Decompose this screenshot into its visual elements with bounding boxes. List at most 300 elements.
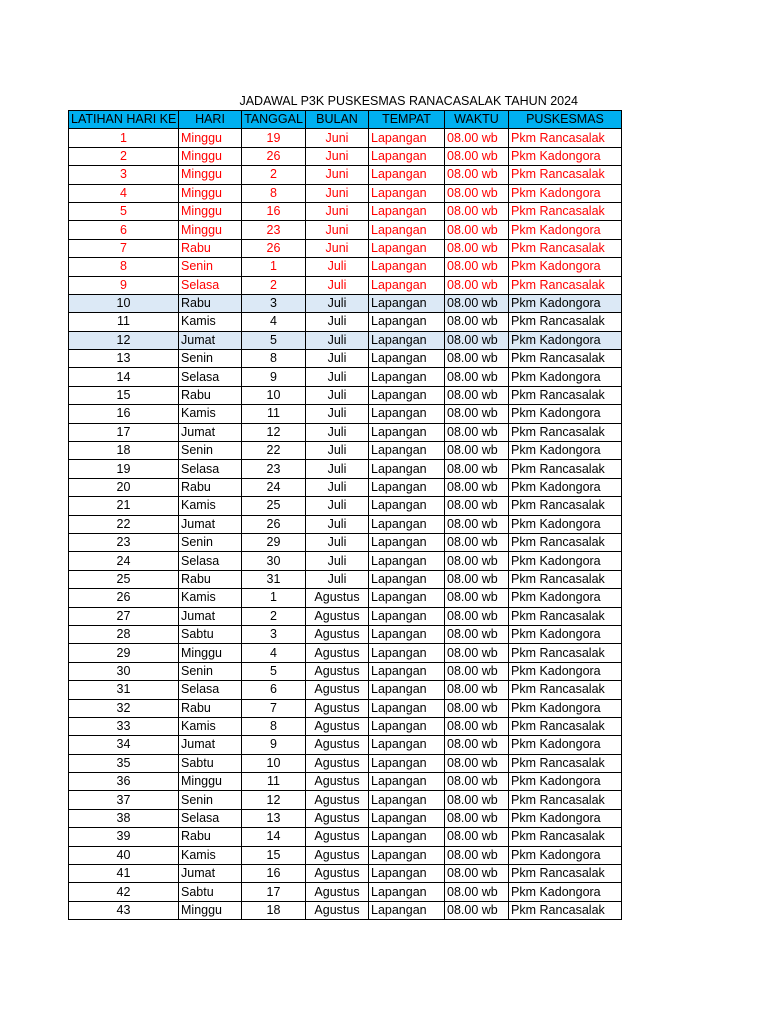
- table-row: [69, 147, 622, 165]
- cell-waktu: 08.00 wb: [445, 147, 509, 165]
- cell-tanggal: 7: [242, 699, 306, 717]
- cell-latihan: 22: [69, 515, 179, 533]
- cell-waktu: 08.00 wb: [445, 276, 509, 294]
- cell-hari: Minggu: [179, 166, 242, 184]
- cell-bulan: Agustus: [306, 865, 369, 883]
- table-row: [69, 350, 622, 368]
- cell-puskesmas: Pkm Rancasalak: [509, 350, 622, 368]
- cell-bulan: Juli: [306, 368, 369, 386]
- cell-puskesmas: Pkm Rancasalak: [509, 681, 622, 699]
- cell-waktu: 08.00 wb: [445, 294, 509, 312]
- cell-bulan: Agustus: [306, 828, 369, 846]
- cell-tempat: Lapangan: [369, 129, 445, 147]
- cell-hari: Kamis: [179, 717, 242, 735]
- cell-bulan: Juli: [306, 533, 369, 551]
- cell-tanggal: 12: [242, 423, 306, 441]
- cell-waktu: 08.00 wb: [445, 386, 509, 404]
- table-row: [69, 901, 622, 919]
- cell-bulan: Juli: [306, 515, 369, 533]
- cell-waktu: 08.00 wb: [445, 791, 509, 809]
- cell-hari: Kamis: [179, 497, 242, 515]
- cell-tanggal: 25: [242, 497, 306, 515]
- table-row: [69, 258, 622, 276]
- cell-tanggal: 19: [242, 129, 306, 147]
- cell-hari: Senin: [179, 258, 242, 276]
- table-row: [69, 129, 622, 147]
- cell-latihan: 26: [69, 589, 179, 607]
- cell-puskesmas: Pkm Rancasalak: [509, 313, 622, 331]
- table-row: [69, 533, 622, 551]
- cell-bulan: Juli: [306, 552, 369, 570]
- cell-waktu: 08.00 wb: [445, 846, 509, 864]
- cell-tempat: Lapangan: [369, 625, 445, 643]
- cell-hari: Minggu: [179, 221, 242, 239]
- cell-hari: Rabu: [179, 570, 242, 588]
- cell-latihan: 30: [69, 662, 179, 680]
- cell-puskesmas: Pkm Rancasalak: [509, 644, 622, 662]
- cell-latihan: 12: [69, 331, 179, 349]
- header-hari: HARI: [179, 111, 242, 129]
- table-row: [69, 478, 622, 496]
- cell-waktu: 08.00 wb: [445, 865, 509, 883]
- cell-hari: Minggu: [179, 184, 242, 202]
- cell-waktu: 08.00 wb: [445, 478, 509, 496]
- cell-bulan: Juli: [306, 386, 369, 404]
- cell-puskesmas: Pkm Kadongora: [509, 846, 622, 864]
- cell-tanggal: 14: [242, 828, 306, 846]
- cell-latihan: 24: [69, 552, 179, 570]
- cell-puskesmas: Pkm Kadongora: [509, 809, 622, 827]
- cell-waktu: 08.00 wb: [445, 442, 509, 460]
- cell-latihan: 14: [69, 368, 179, 386]
- cell-puskesmas: Pkm Rancasalak: [509, 828, 622, 846]
- table-row: [69, 166, 622, 184]
- cell-bulan: Juli: [306, 442, 369, 460]
- cell-bulan: Juli: [306, 350, 369, 368]
- cell-tempat: Lapangan: [369, 515, 445, 533]
- cell-tanggal: 2: [242, 166, 306, 184]
- cell-hari: Kamis: [179, 589, 242, 607]
- cell-hari: Rabu: [179, 478, 242, 496]
- cell-waktu: 08.00 wb: [445, 460, 509, 478]
- cell-waktu: 08.00 wb: [445, 331, 509, 349]
- cell-puskesmas: Pkm Kadongora: [509, 258, 622, 276]
- cell-waktu: 08.00 wb: [445, 773, 509, 791]
- table-row: [69, 497, 622, 515]
- cell-puskesmas: Pkm Kadongora: [509, 221, 622, 239]
- cell-tempat: Lapangan: [369, 423, 445, 441]
- schedule-body: [69, 129, 622, 920]
- cell-puskesmas: Pkm Rancasalak: [509, 901, 622, 919]
- header-row: [69, 111, 622, 129]
- cell-bulan: Juli: [306, 405, 369, 423]
- cell-waktu: 08.00 wb: [445, 607, 509, 625]
- table-row: [69, 644, 622, 662]
- table-row: [69, 239, 622, 257]
- cell-tanggal: 23: [242, 221, 306, 239]
- cell-waktu: 08.00 wb: [445, 828, 509, 846]
- cell-tempat: Lapangan: [369, 570, 445, 588]
- cell-tanggal: 8: [242, 717, 306, 735]
- table-row: [69, 570, 622, 588]
- cell-latihan: 39: [69, 828, 179, 846]
- cell-tempat: Lapangan: [369, 221, 445, 239]
- cell-latihan: 7: [69, 239, 179, 257]
- table-row: [69, 442, 622, 460]
- table-row: [69, 589, 622, 607]
- table-row: [69, 736, 622, 754]
- cell-hari: Minggu: [179, 202, 242, 220]
- cell-tanggal: 5: [242, 331, 306, 349]
- cell-waktu: 08.00 wb: [445, 515, 509, 533]
- cell-tanggal: 23: [242, 460, 306, 478]
- cell-tanggal: 30: [242, 552, 306, 570]
- cell-bulan: Juni: [306, 166, 369, 184]
- table-row: [69, 405, 622, 423]
- cell-bulan: Juni: [306, 184, 369, 202]
- cell-waktu: 08.00 wb: [445, 423, 509, 441]
- cell-waktu: 08.00 wb: [445, 202, 509, 220]
- cell-hari: Minggu: [179, 901, 242, 919]
- cell-tanggal: 4: [242, 313, 306, 331]
- table-row: [69, 681, 622, 699]
- cell-latihan: 13: [69, 350, 179, 368]
- cell-hari: Minggu: [179, 129, 242, 147]
- cell-tempat: Lapangan: [369, 901, 445, 919]
- cell-hari: Selasa: [179, 276, 242, 294]
- cell-bulan: Juni: [306, 147, 369, 165]
- header-puskesmas: PUSKESMAS: [509, 111, 622, 129]
- cell-waktu: 08.00 wb: [445, 497, 509, 515]
- cell-tanggal: 17: [242, 883, 306, 901]
- cell-puskesmas: Pkm Kadongora: [509, 883, 622, 901]
- cell-waktu: 08.00 wb: [445, 883, 509, 901]
- cell-latihan: 18: [69, 442, 179, 460]
- cell-hari: Selasa: [179, 460, 242, 478]
- cell-tempat: Lapangan: [369, 184, 445, 202]
- cell-tempat: Lapangan: [369, 497, 445, 515]
- cell-latihan: 29: [69, 644, 179, 662]
- cell-tanggal: 12: [242, 791, 306, 809]
- cell-puskesmas: Pkm Rancasalak: [509, 607, 622, 625]
- cell-tempat: Lapangan: [369, 294, 445, 312]
- table-row: [69, 662, 622, 680]
- cell-hari: Kamis: [179, 846, 242, 864]
- cell-tanggal: 2: [242, 607, 306, 625]
- cell-puskesmas: Pkm Kadongora: [509, 478, 622, 496]
- header-tanggal: TANGGAL: [242, 111, 306, 129]
- cell-waktu: 08.00 wb: [445, 313, 509, 331]
- cell-tempat: Lapangan: [369, 644, 445, 662]
- cell-waktu: 08.00 wb: [445, 625, 509, 643]
- cell-bulan: Juni: [306, 239, 369, 257]
- cell-tempat: Lapangan: [369, 552, 445, 570]
- cell-hari: Rabu: [179, 699, 242, 717]
- cell-tempat: Lapangan: [369, 368, 445, 386]
- cell-tanggal: 26: [242, 239, 306, 257]
- cell-latihan: 20: [69, 478, 179, 496]
- table-row: [69, 184, 622, 202]
- cell-latihan: 11: [69, 313, 179, 331]
- table-row: [69, 368, 622, 386]
- cell-waktu: 08.00 wb: [445, 570, 509, 588]
- cell-latihan: 4: [69, 184, 179, 202]
- cell-hari: Sabtu: [179, 754, 242, 772]
- cell-hari: Jumat: [179, 423, 242, 441]
- cell-tanggal: 8: [242, 350, 306, 368]
- cell-puskesmas: Pkm Kadongora: [509, 736, 622, 754]
- cell-puskesmas: Pkm Rancasalak: [509, 276, 622, 294]
- table-row: [69, 423, 622, 441]
- cell-latihan: 19: [69, 460, 179, 478]
- table-row: [69, 791, 622, 809]
- cell-latihan: 1: [69, 129, 179, 147]
- cell-tempat: Lapangan: [369, 147, 445, 165]
- cell-tempat: Lapangan: [369, 313, 445, 331]
- cell-waktu: 08.00 wb: [445, 681, 509, 699]
- cell-puskesmas: Pkm Rancasalak: [509, 865, 622, 883]
- cell-bulan: Juli: [306, 423, 369, 441]
- cell-latihan: 27: [69, 607, 179, 625]
- table-row: [69, 460, 622, 478]
- cell-bulan: Juli: [306, 331, 369, 349]
- table-row: [69, 828, 622, 846]
- cell-bulan: Agustus: [306, 846, 369, 864]
- cell-hari: Rabu: [179, 239, 242, 257]
- cell-latihan: 42: [69, 883, 179, 901]
- cell-tempat: Lapangan: [369, 166, 445, 184]
- schedule-table: [68, 110, 622, 920]
- cell-tempat: Lapangan: [369, 258, 445, 276]
- cell-tanggal: 11: [242, 405, 306, 423]
- cell-bulan: Agustus: [306, 607, 369, 625]
- cell-tanggal: 9: [242, 368, 306, 386]
- table-row: [69, 221, 622, 239]
- table-row: [69, 809, 622, 827]
- cell-waktu: 08.00 wb: [445, 166, 509, 184]
- cell-puskesmas: Pkm Kadongora: [509, 589, 622, 607]
- cell-tanggal: 1: [242, 258, 306, 276]
- table-row: [69, 386, 622, 404]
- cell-latihan: 8: [69, 258, 179, 276]
- cell-latihan: 43: [69, 901, 179, 919]
- cell-tanggal: 31: [242, 570, 306, 588]
- cell-bulan: Juli: [306, 497, 369, 515]
- table-row: [69, 883, 622, 901]
- cell-puskesmas: Pkm Rancasalak: [509, 791, 622, 809]
- cell-puskesmas: Pkm Rancasalak: [509, 497, 622, 515]
- cell-bulan: Agustus: [306, 589, 369, 607]
- cell-hari: Jumat: [179, 331, 242, 349]
- cell-waktu: 08.00 wb: [445, 717, 509, 735]
- cell-waktu: 08.00 wb: [445, 239, 509, 257]
- cell-puskesmas: Pkm Kadongora: [509, 662, 622, 680]
- cell-tanggal: 5: [242, 662, 306, 680]
- header-waktu: WAKTU: [445, 111, 509, 129]
- table-row: [69, 331, 622, 349]
- cell-latihan: 33: [69, 717, 179, 735]
- cell-latihan: 21: [69, 497, 179, 515]
- cell-latihan: 37: [69, 791, 179, 809]
- cell-puskesmas: Pkm Kadongora: [509, 368, 622, 386]
- cell-tempat: Lapangan: [369, 607, 445, 625]
- cell-latihan: 41: [69, 865, 179, 883]
- cell-waktu: 08.00 wb: [445, 129, 509, 147]
- cell-bulan: Agustus: [306, 644, 369, 662]
- table-row: [69, 846, 622, 864]
- cell-puskesmas: Pkm Rancasalak: [509, 202, 622, 220]
- cell-puskesmas: Pkm Kadongora: [509, 147, 622, 165]
- cell-tanggal: 16: [242, 865, 306, 883]
- header-tempat: TEMPAT: [369, 111, 445, 129]
- table-row: [69, 754, 622, 772]
- cell-latihan: 35: [69, 754, 179, 772]
- cell-tempat: Lapangan: [369, 846, 445, 864]
- cell-hari: Minggu: [179, 773, 242, 791]
- cell-bulan: Agustus: [306, 736, 369, 754]
- cell-hari: Selasa: [179, 552, 242, 570]
- cell-latihan: 31: [69, 681, 179, 699]
- cell-tempat: Lapangan: [369, 681, 445, 699]
- cell-bulan: Agustus: [306, 809, 369, 827]
- cell-waktu: 08.00 wb: [445, 809, 509, 827]
- cell-tanggal: 2: [242, 276, 306, 294]
- cell-tempat: Lapangan: [369, 533, 445, 551]
- table-row: [69, 276, 622, 294]
- cell-bulan: Agustus: [306, 681, 369, 699]
- cell-latihan: 9: [69, 276, 179, 294]
- cell-bulan: Agustus: [306, 662, 369, 680]
- cell-puskesmas: Pkm Kadongora: [509, 552, 622, 570]
- cell-waktu: 08.00 wb: [445, 350, 509, 368]
- cell-hari: Selasa: [179, 368, 242, 386]
- cell-tempat: Lapangan: [369, 883, 445, 901]
- cell-waktu: 08.00 wb: [445, 662, 509, 680]
- cell-puskesmas: Pkm Rancasalak: [509, 754, 622, 772]
- cell-bulan: Agustus: [306, 883, 369, 901]
- cell-tanggal: 4: [242, 644, 306, 662]
- header-latihan: LATIHAN HARI KE: [69, 111, 179, 129]
- cell-tempat: Lapangan: [369, 239, 445, 257]
- cell-tempat: Lapangan: [369, 736, 445, 754]
- cell-tempat: Lapangan: [369, 589, 445, 607]
- cell-puskesmas: Pkm Kadongora: [509, 294, 622, 312]
- cell-puskesmas: Pkm Rancasalak: [509, 386, 622, 404]
- cell-puskesmas: Pkm Kadongora: [509, 442, 622, 460]
- cell-hari: Selasa: [179, 809, 242, 827]
- cell-waktu: 08.00 wb: [445, 405, 509, 423]
- cell-hari: Sabtu: [179, 625, 242, 643]
- table-row: [69, 294, 622, 312]
- cell-latihan: 28: [69, 625, 179, 643]
- cell-tempat: Lapangan: [369, 828, 445, 846]
- cell-waktu: 08.00 wb: [445, 699, 509, 717]
- cell-tempat: Lapangan: [369, 754, 445, 772]
- cell-tempat: Lapangan: [369, 386, 445, 404]
- cell-puskesmas: Pkm Rancasalak: [509, 533, 622, 551]
- cell-waktu: 08.00 wb: [445, 533, 509, 551]
- cell-tanggal: 18: [242, 901, 306, 919]
- cell-latihan: 3: [69, 166, 179, 184]
- cell-tempat: Lapangan: [369, 791, 445, 809]
- cell-tanggal: 3: [242, 294, 306, 312]
- cell-hari: Jumat: [179, 865, 242, 883]
- cell-puskesmas: Pkm Rancasalak: [509, 129, 622, 147]
- cell-tanggal: 26: [242, 515, 306, 533]
- cell-waktu: 08.00 wb: [445, 736, 509, 754]
- cell-hari: Senin: [179, 350, 242, 368]
- cell-tempat: Lapangan: [369, 717, 445, 735]
- cell-puskesmas: Pkm Rancasalak: [509, 239, 622, 257]
- table-row: [69, 515, 622, 533]
- cell-latihan: 6: [69, 221, 179, 239]
- cell-latihan: 17: [69, 423, 179, 441]
- cell-bulan: Juli: [306, 276, 369, 294]
- cell-tempat: Lapangan: [369, 405, 445, 423]
- cell-bulan: Agustus: [306, 773, 369, 791]
- cell-tanggal: 9: [242, 736, 306, 754]
- cell-waktu: 08.00 wb: [445, 552, 509, 570]
- cell-tempat: Lapangan: [369, 809, 445, 827]
- cell-puskesmas: Pkm Kadongora: [509, 699, 622, 717]
- cell-waktu: 08.00 wb: [445, 258, 509, 276]
- cell-hari: Jumat: [179, 736, 242, 754]
- cell-waktu: 08.00 wb: [445, 644, 509, 662]
- cell-bulan: Agustus: [306, 901, 369, 919]
- cell-bulan: Juli: [306, 294, 369, 312]
- cell-puskesmas: Pkm Rancasalak: [509, 717, 622, 735]
- table-row: [69, 552, 622, 570]
- cell-bulan: Juli: [306, 313, 369, 331]
- cell-hari: Senin: [179, 533, 242, 551]
- cell-tanggal: 13: [242, 809, 306, 827]
- cell-bulan: Juli: [306, 570, 369, 588]
- cell-latihan: 25: [69, 570, 179, 588]
- cell-waktu: 08.00 wb: [445, 221, 509, 239]
- table-row: [69, 607, 622, 625]
- cell-tanggal: 6: [242, 681, 306, 699]
- cell-tempat: Lapangan: [369, 662, 445, 680]
- table-row: [69, 699, 622, 717]
- cell-tanggal: 8: [242, 184, 306, 202]
- cell-latihan: 2: [69, 147, 179, 165]
- cell-puskesmas: Pkm Rancasalak: [509, 460, 622, 478]
- cell-hari: Jumat: [179, 515, 242, 533]
- cell-tempat: Lapangan: [369, 202, 445, 220]
- cell-waktu: 08.00 wb: [445, 368, 509, 386]
- cell-tempat: Lapangan: [369, 478, 445, 496]
- cell-tempat: Lapangan: [369, 276, 445, 294]
- cell-bulan: Agustus: [306, 717, 369, 735]
- cell-tempat: Lapangan: [369, 773, 445, 791]
- cell-tanggal: 15: [242, 846, 306, 864]
- cell-puskesmas: Pkm Kadongora: [509, 625, 622, 643]
- cell-hari: Senin: [179, 442, 242, 460]
- cell-hari: Rabu: [179, 828, 242, 846]
- table-row: [69, 717, 622, 735]
- cell-tanggal: 11: [242, 773, 306, 791]
- cell-latihan: 16: [69, 405, 179, 423]
- cell-latihan: 40: [69, 846, 179, 864]
- cell-puskesmas: Pkm Kadongora: [509, 515, 622, 533]
- cell-puskesmas: Pkm Kadongora: [509, 184, 622, 202]
- cell-waktu: 08.00 wb: [445, 754, 509, 772]
- cell-waktu: 08.00 wb: [445, 589, 509, 607]
- cell-bulan: Juli: [306, 258, 369, 276]
- cell-latihan: 36: [69, 773, 179, 791]
- cell-puskesmas: Pkm Rancasalak: [509, 423, 622, 441]
- table-row: [69, 865, 622, 883]
